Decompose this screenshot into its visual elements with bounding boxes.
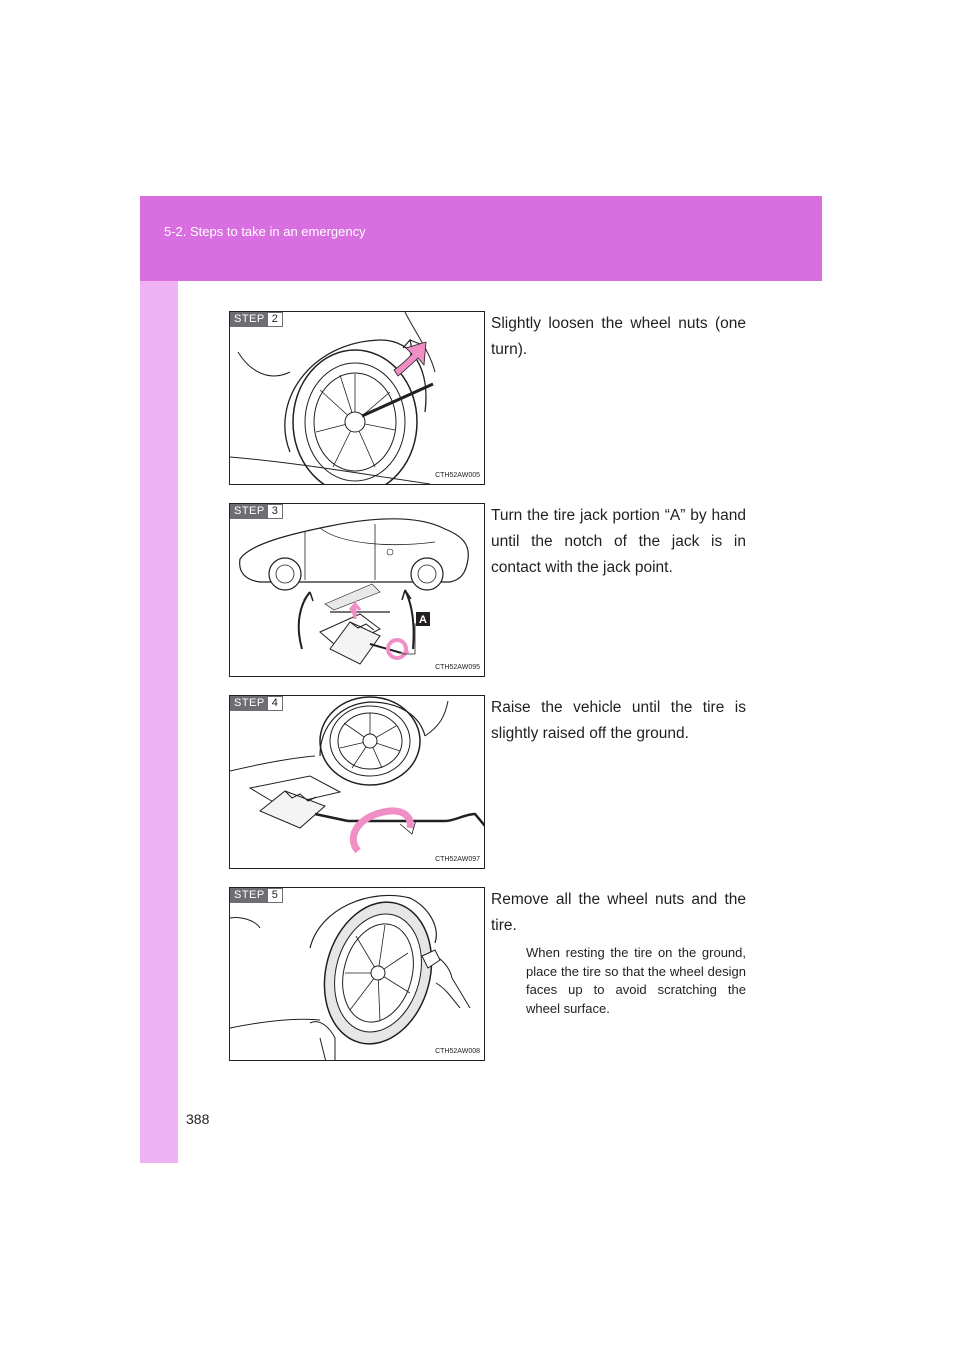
step-label: STEP [230, 504, 268, 519]
tire-jack-illustration [230, 504, 485, 677]
step-label: STEP [230, 312, 268, 327]
step-badge [230, 504, 283, 519]
figure-code: CTH52AW095 [435, 664, 480, 671]
wheel-nut-loosening-illustration [230, 312, 485, 485]
step-3-instruction: Turn the tire jack portion “A” by hand until the notch of the jack is in contact with the jack point. [491, 507, 746, 576]
step-label: STEP [230, 888, 268, 903]
step-5-figure [229, 887, 485, 1061]
step-5-instruction: Remove all the wheel nuts and the tire. [491, 891, 746, 934]
step-2-instruction: Slightly loosen the wheel nuts (one turn). [491, 315, 746, 358]
figure-code: CTH52AW097 [435, 856, 480, 863]
section-header-band [140, 196, 822, 281]
step-2-figure [229, 311, 485, 485]
section-title: 5-2. Steps to take in an emergency [164, 224, 366, 239]
step-number: 2 [268, 312, 283, 327]
step-4-instruction: Raise the vehicle until the tire is slightly raised off the ground. [491, 699, 746, 742]
remove-tire-illustration [230, 888, 485, 1061]
page-number: 388 [186, 1111, 210, 1127]
step-5-note: When resting the tire on the ground, place the tire so that the wheel design faces up to avoid scratching the wheel surface. [526, 945, 746, 1016]
figure-code: CTH52AW005 [435, 472, 480, 479]
step-badge [230, 888, 283, 903]
raise-vehicle-illustration [230, 696, 485, 869]
step-number: 4 [268, 696, 283, 711]
step-badge [230, 312, 283, 327]
step-label: STEP [230, 696, 268, 711]
callout-a: A [419, 614, 427, 626]
step-badge [230, 696, 283, 711]
figure-code: CTH52AW008 [435, 1048, 480, 1055]
step-number: 5 [268, 888, 283, 903]
step-3-figure [229, 503, 485, 677]
sidebar-tab [140, 281, 178, 1163]
step-number: 3 [268, 504, 283, 519]
step-4-figure [229, 695, 485, 869]
